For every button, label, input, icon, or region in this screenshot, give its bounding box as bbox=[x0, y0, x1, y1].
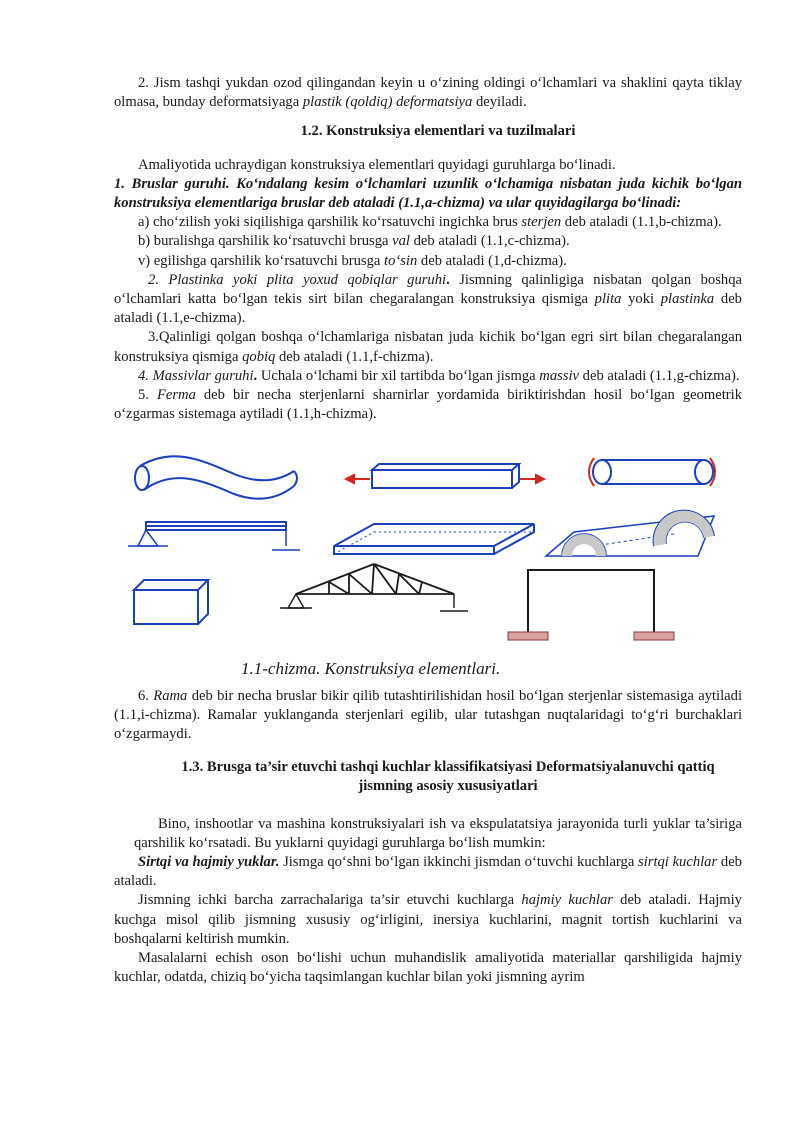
section-heading-1-2: 1.2. Konstruksiya elementlari va tuzilmalari bbox=[300, 123, 576, 140]
val-drawing bbox=[593, 460, 713, 484]
section-heading-1-3: 1.3. Brusga ta’sir etuvchi tashqi kuchlar klassifikatsiyasi Deformatsiyalanuvchi qattiq jismning asosiy xususiyatlari bbox=[181, 759, 715, 795]
paragraph-ferma: 5. Ferma deb bir necha sterjenlarni sharnirlar yordamida biriktirishdan hosil bo‘lgan geometrik o‘zgarmas sistemaga aytiladi (1.1,h-chizma). bbox=[114, 387, 742, 423]
item-v-tosin: v) egilishga qarshilik ko‘rsatuvchi brusga to‘sin deb ataladi (1,d-chizma). bbox=[138, 252, 567, 269]
force-arrows bbox=[346, 458, 715, 486]
paragraph-plastic-deformation: 2. Jism tashqi yukdan ozod qilingandan keyin u o‘zining oldingi o‘lchamlari va shaklini qayta tiklay olmasa, bunday deformatsiyaga plastik (qoldiq) deformatsiya deyiladi. bbox=[114, 75, 742, 111]
rama-drawing bbox=[528, 570, 654, 632]
massiv-drawing bbox=[134, 580, 208, 624]
plastinka-drawing bbox=[334, 524, 534, 554]
paragraph-plastinka-group: 2. Plastinka yoki plita yoxud qobiqlar guruhi. Jismning qalinligiga nisbatan qolgan boshqa o‘lchamlari katta bo‘lgan tekis sirt bilan chegaralangan konstruksiya qismiga plita yoki plastinka deb ataladi (1.1,e-chizma). bbox=[114, 271, 742, 327]
figure-caption: 1.1-chizma. Konstruksiya elementlari. bbox=[241, 659, 501, 679]
ferma-drawing bbox=[280, 564, 468, 611]
qobiq-shading bbox=[654, 511, 714, 546]
paragraph-hajmiy-kuchlar: Jismning ichki barcha zarrachalariga ta’sir etuvchi kuchlarga hajmiy kuchlar deb ataladi. Hajmiy kuchga misol qilib jismning xususiy og‘irligini, inersiya kuchlarini, magnit tortish kuchlarini va boshqalarni keltirish mumkin. bbox=[114, 892, 742, 947]
sterjen-drawing bbox=[372, 464, 519, 488]
paragraph-qobiq: 3.Qalinligi qolgan boshqa o‘lchamlariga nisbatan juda kichik bo‘lgan egri sirt bilan chegaralangan konstruksiya qismiga qobiq deb ataladi (1.1,f-chizma). bbox=[114, 329, 742, 365]
tosin-drawing bbox=[128, 522, 300, 550]
document-page bbox=[114, 74, 742, 988]
paragraph-bruslar-group: 1. Bruslar guruhi. Ko‘ndalang kesim o‘lchamlari uzunlik o‘lchamiga nisbatan juda kichik bo‘lgan konstruksiya elementlariga bruslar deb ataladi (1.1,a-chizma) va ular quyidagilarga bo‘linadi: bbox=[114, 175, 742, 212]
paragraph-loads-intro: Bino, inshootlar va mashina konstruksiyalari ish va ekspulatatsiya jarayonida turli yuklar ta’siriga qarshilik ko‘rsatadi. Bu yuklarni quyidagi guruhlarga bo‘lish mumkin: bbox=[134, 815, 742, 851]
item-a-sterjen: a) cho‘zilish yoki siqilishiga qarshilik ko‘rsatuvchi ingichka brus sterjen deb ataladi (1.1,b-chizma). bbox=[138, 214, 722, 231]
paragraph-rama: 6. Rama deb bir necha bruslar bikir qilib tutashtirilishidan hosil bo‘lgan sterjenlar sistemasiga aytiladi (1.1,i-chizma). Ramalar yuklanganda sterjenlari egilib, ular tutashgan nuqtalaridagi to‘g‘ri burchaklari o‘zgarmaydi. bbox=[114, 687, 742, 743]
paragraph-massiv-group: 4. Massivlar guruhi. Uchala o‘lchami bir xil tartibda bo‘lgan jismga massiv deb ataladi (1.1,g-chizma). bbox=[138, 367, 740, 384]
construction-elements-drawing bbox=[114, 436, 742, 651]
rama-supports bbox=[508, 632, 674, 640]
curved-brus-drawing bbox=[135, 457, 297, 499]
item-b-val: b) buralishga qarshilik ko‘rsatuvchi brusga val deb ataladi (1.1,c-chizma). bbox=[138, 233, 570, 250]
figure-construction-elements bbox=[114, 436, 742, 651]
paragraph-intro: Amaliyotida uchraydigan konstruksiya elementlari quyidagi guruhlarga bo‘linadi. bbox=[138, 156, 616, 173]
paragraph-sirtqi-yuklar: Sirtqi va hajmiy yuklar. Jismga qo‘shni bo‘lgan ikkinchi jismdan o‘tuvchi kuchlarga sirtqi kuchlar deb ataladi. bbox=[114, 854, 742, 890]
paragraph-masalalar: Masalalarni echish oson bo‘lishi uchun muhandislik amaliyotida materiallar qarshiligida hajmiy kuchlar, odatda, chiziq bo‘yicha taqsimlangan kuchlar bilan yoki jismning ayrim bbox=[114, 950, 742, 986]
